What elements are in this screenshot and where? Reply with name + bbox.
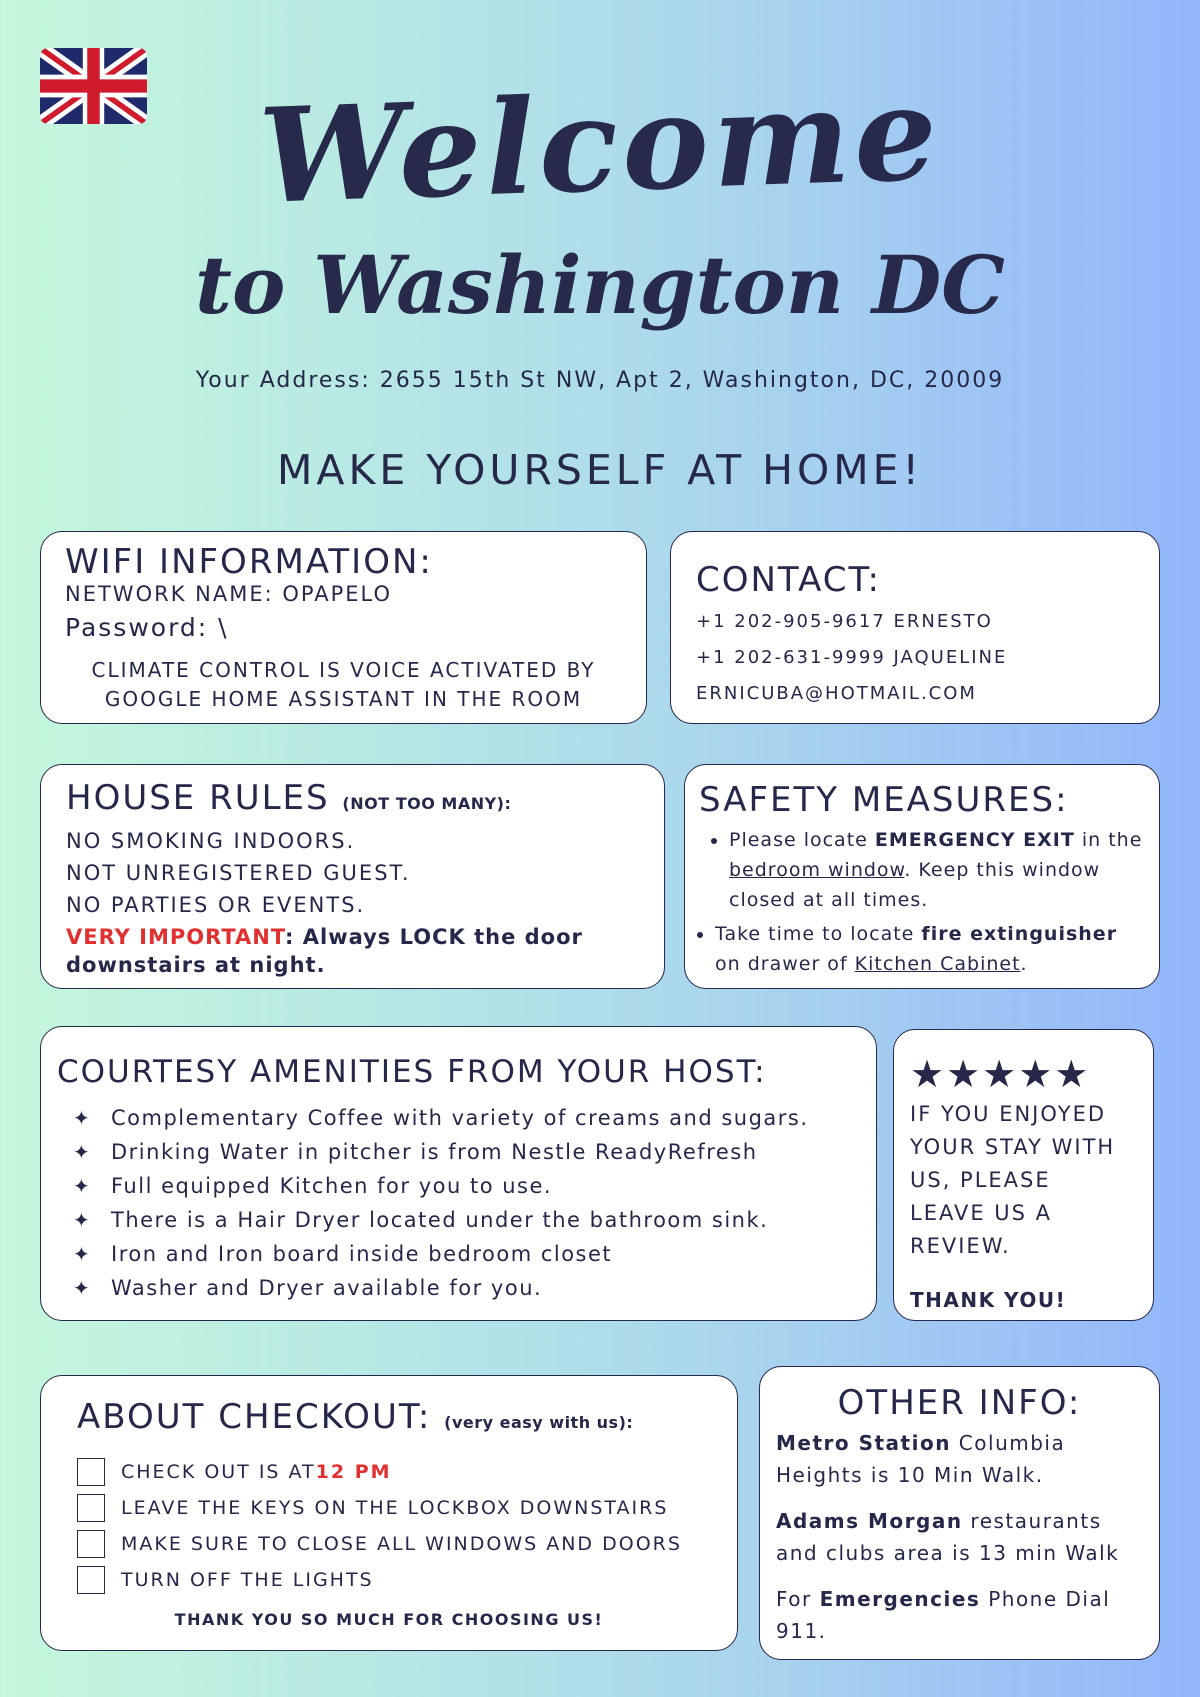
review-card [893,1029,1154,1321]
wifi-password: Password: \ [65,613,229,642]
wifi-title: WIFI INFORMATION: [65,542,433,582]
house-rules-title-suffix: (NOT TOO MANY): [342,794,512,813]
other-info-card [759,1366,1160,1660]
wifi-network: NETWORK NAME: OPAPELO [65,582,392,606]
sparkle-bullet-icon: ✦ [73,1276,92,1300]
amenity-item: ✦ Complementary Coffee with variety of creams and sugars. [57,1101,860,1135]
sparkle-bullet-icon: ✦ [73,1208,92,1232]
welcome-title: Welcome [256,56,944,233]
checkout-title: ABOUT CHECKOUT: (very easy with us): [77,1397,634,1437]
checkout-item: CHECK OUT IS AT 12 PM [77,1454,701,1490]
wifi-card [40,531,647,724]
sparkle-bullet-icon: ✦ [73,1174,92,1198]
checkout-time: 12 PM [315,1461,392,1483]
amenity-item: ✦ There is a Hair Dryer located under the bathroom sink. [57,1203,860,1237]
bedroom-window-text: bedroom window [729,859,905,881]
checkbox[interactable] [77,1494,105,1522]
review-text-line: US, PLEASE [910,1168,1051,1192]
checkout-item: TURN OFF THE LIGHTS [77,1562,701,1598]
important-label: VERY IMPORTANT [66,925,286,949]
review-text-line: IF YOU ENJOYED [910,1102,1107,1126]
contact-email: ERNICUBA@HOTMAIL.COM [696,683,977,704]
checkout-item: MAKE SURE TO CLOSE ALL WINDOWS AND DOORS [77,1526,701,1562]
safety-item-extinguisher: • Take time to locate fire extinguisher on drawer of Kitchen Cabinet. [715,919,1145,979]
important-text: : Always LOCK the door downstairs at night. [66,925,583,977]
amenity-item: ✦ Drinking Water in pitcher is from Nestle ReadyRefresh [57,1135,860,1169]
amenity-item: ✦ Washer and Dryer available for you. [57,1271,860,1305]
contact-card [670,531,1160,724]
safety-card [684,764,1160,989]
five-star-rating-icon: ★★★★★ [910,1052,1091,1096]
checkout-item: LEAVE THE KEYS ON THE LOCKBOX DOWNSTAIRS [77,1490,701,1526]
safety-item-exit: • Please locate EMERGENCY EXIT in the bedroom window. Keep this window closed at all times. [729,825,1145,915]
metro-info: Metro Station Columbia Heights is 10 Min Walk. [776,1431,1066,1487]
checkbox[interactable] [77,1458,105,1486]
tagline: MAKE YOURSELF AT HOME! [277,446,923,494]
house-rules-title: HOUSE RULES (NOT TOO MANY): [66,778,512,818]
checkout-thanks: THANK YOU SO MUCH FOR CHOOSING US! [174,1610,604,1629]
review-text-line: LEAVE US A [910,1201,1053,1225]
review-text-line: YOUR STAY WITH [910,1135,1116,1159]
welcome-subtitle: to Washington DC [195,238,1005,332]
emergency-info: For Emergencies Phone Dial 911. [776,1587,1111,1643]
rule-item: NO PARTIES OR EVENTS. [66,893,366,917]
rule-item: NOT UNREGISTERED GUEST. [66,861,411,885]
climate-note: CLIMATE CONTROL IS VOICE ACTIVATED BY GOOGLE HOME ASSISTANT IN THE ROOM [91,658,596,711]
contact-phone-jaqueline: +1 202-631-9999 JAQUELINE [696,647,1008,668]
checkout-title-suffix: (very easy with us): [444,1413,634,1432]
contact-phone-ernesto: +1 202-905-9617 ERNESTO [696,611,993,632]
sparkle-bullet-icon: ✦ [73,1140,92,1164]
important-rule [66,923,639,979]
review-text-line: REVIEW. [910,1234,1011,1258]
checkout-card [40,1375,738,1651]
checkbox[interactable] [77,1566,105,1594]
adams-morgan-info: Adams Morgan restaurants and clubs area is 13 min Walk [776,1509,1120,1565]
house-rules-card [40,764,665,989]
safety-list [699,825,1145,979]
safety-title: SAFETY MEASURES: [699,780,1069,820]
review-thanks: THANK YOU! [910,1288,1067,1312]
rule-item: NO SMOKING INDOORS. [66,829,356,853]
amenities-title: COURTESY AMENITIES FROM YOUR HOST: [57,1054,767,1090]
other-info-title: OTHER INFO: [837,1383,1082,1423]
amenity-item: ✦ Iron and Iron board inside bedroom closet [57,1237,860,1271]
contact-title: CONTACT: [696,560,881,600]
checkbox[interactable] [77,1530,105,1558]
address: Your Address: 2655 15th St NW, Apt 2, Washington, DC, 20009 [195,368,1005,393]
sparkle-bullet-icon: ✦ [73,1242,92,1266]
amenities-card [40,1026,877,1321]
sparkle-bullet-icon: ✦ [73,1106,92,1130]
amenity-item: ✦ Full equipped Kitchen for you to use. [57,1169,860,1203]
kitchen-cabinet-text: Kitchen Cabinet [854,953,1021,975]
